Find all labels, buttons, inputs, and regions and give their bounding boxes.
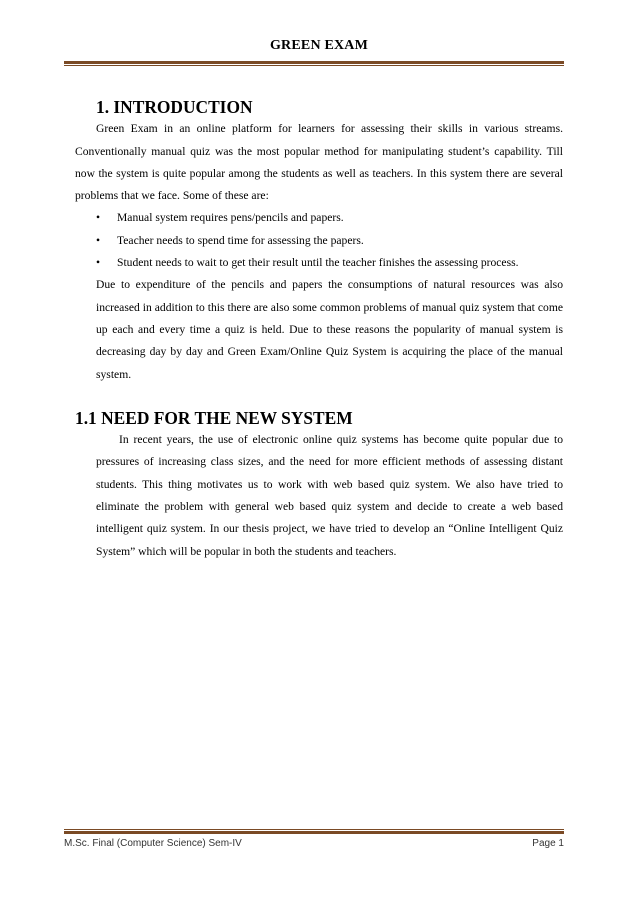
list-item-text: Student needs to wait to get their result until the teacher finishes the assessing process. xyxy=(117,256,519,270)
introduction-paragraph-2: Due to expenditure of the pencils and papers the consumptions of natural resources was also increased in addition to this there are also some common problems of manual quiz system that come up each and every time a quiz is held. Due to these reasons the popularity of manual system is decreasing day by day and Green Exam/Online Quiz System is acquiring the place of the manual system. xyxy=(96,278,563,381)
list-item xyxy=(96,207,563,229)
introduction-heading: 1. INTRODUCTION xyxy=(96,97,253,117)
page-header-title: GREEN EXAM xyxy=(269,38,369,53)
bullet-icon: • xyxy=(96,233,101,247)
bullet-icon: • xyxy=(96,256,101,270)
footer-page-number: Page 1 xyxy=(532,838,564,849)
document-body xyxy=(75,96,563,563)
footer-rule xyxy=(64,829,564,834)
list-item-text: Teacher needs to spend time for assessing the papers. xyxy=(117,233,364,247)
introduction-paragraph: Green Exam in an online platform for learners for assessing their skills in various streams. Conventionally manual quiz was the most popular method for manipulating student’s capability. Till now the system is quite popular among the students as well as teachers. In this system there are several problems that we face. Some of these are: xyxy=(75,122,563,203)
bullet-icon: • xyxy=(96,211,101,225)
header-rule xyxy=(64,61,564,66)
list-item xyxy=(96,230,563,252)
need-section-heading: 1.1 NEED FOR THE NEW SYSTEM xyxy=(75,407,353,428)
footer-course: M.Sc. Final (Computer Science) Sem-IV xyxy=(64,838,242,849)
problem-list xyxy=(75,207,563,274)
list-item-text: Manual system requires pens/pencils and papers. xyxy=(117,211,344,225)
need-section-paragraph: In recent years, the use of electronic online quiz systems has become quite popular due to pressures of increasing class sizes, and the need for more efficient methods of assessing distant students. This thing motivates us to work with web based quiz system. We also have tried to eliminate the problem with general web based quiz system and decide to create a web based intelligent quiz system. In our thesis project, we have tried to develop an “Online Intelligent Quiz System” which will be popular in both the students and teachers. xyxy=(96,433,563,558)
page-footer xyxy=(64,838,564,849)
list-item xyxy=(96,252,563,274)
